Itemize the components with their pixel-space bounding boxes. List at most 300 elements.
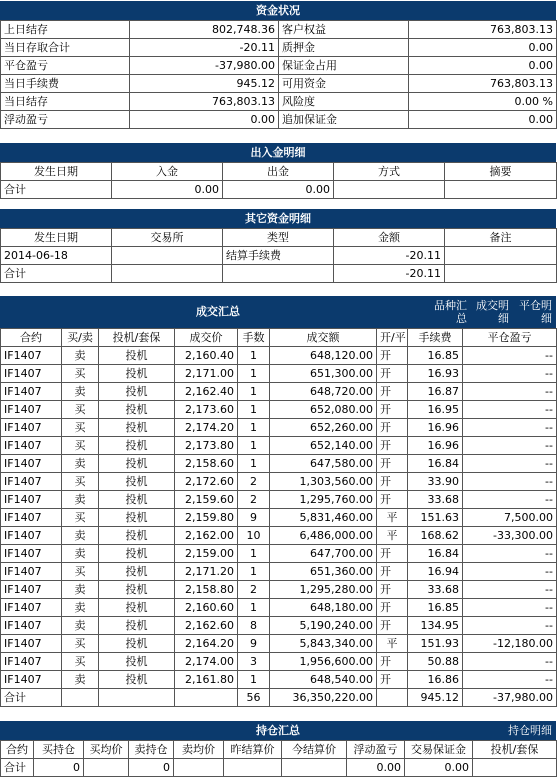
- trade-cell-close-pnl: -12,180.00: [463, 635, 557, 653]
- other-total-note: [445, 265, 557, 283]
- trade-cell-close-pnl: --: [463, 437, 557, 455]
- trade-cell-open-close: 开: [377, 473, 408, 491]
- trade-cell-side: 买: [62, 563, 99, 581]
- table-row: [1, 419, 557, 437]
- trade-cell-lots: 1: [238, 455, 270, 473]
- trade-cell-turnover: 648,720.00: [270, 383, 377, 401]
- inout-total-summary: [445, 181, 557, 199]
- trade-cell-price: 2,158.60: [175, 455, 238, 473]
- trades-total-spec-hedge: [99, 689, 175, 707]
- trade-cell-price: 2,159.60: [175, 491, 238, 509]
- trade-cell-price: 2,173.80: [175, 437, 238, 455]
- trades-table: [0, 328, 557, 707]
- trade-cell-fee: 16.84: [408, 455, 463, 473]
- trade-cell-side: 卖: [62, 383, 99, 401]
- trade-cell-open-close: 开: [377, 545, 408, 563]
- table-row: [1, 653, 557, 671]
- trade-cell-open-close: 开: [377, 365, 408, 383]
- other-row-type: 结算手续费: [223, 247, 334, 265]
- table-row: [1, 509, 557, 527]
- funds-row: [1, 111, 557, 129]
- trades-title: 成交汇总: [196, 305, 240, 318]
- table-row: [1, 545, 557, 563]
- other-header-row: [1, 229, 557, 247]
- trade-cell-close-pnl: --: [463, 365, 557, 383]
- other-total-type: [223, 265, 334, 283]
- positions-section: [0, 721, 556, 777]
- positions-total-spec-hedge: [473, 759, 557, 777]
- trade-cell-lots: 9: [238, 635, 270, 653]
- link-variety-summary[interactable]: 品种汇总: [434, 299, 467, 325]
- inout-total-label: 合计: [1, 181, 112, 199]
- positions-total-sell-pos: 0: [129, 759, 174, 777]
- trades-header-lots: 手数: [238, 329, 270, 347]
- trade-cell-spec-hedge: 投机: [99, 383, 175, 401]
- inout-header-out: 出金: [223, 163, 334, 181]
- trades-section: [0, 296, 556, 707]
- trade-cell-contract: IF1407: [1, 617, 62, 635]
- trade-cell-open-close: 开: [377, 581, 408, 599]
- trades-header-open-close: 开/平: [377, 329, 408, 347]
- trade-cell-spec-hedge: 投机: [99, 455, 175, 473]
- trade-cell-turnover: 652,140.00: [270, 437, 377, 455]
- trade-cell-contract: IF1407: [1, 599, 62, 617]
- other-header-type: 类型: [223, 229, 334, 247]
- trade-cell-close-pnl: --: [463, 383, 557, 401]
- trades-header-price: 成交价: [175, 329, 238, 347]
- funds-label-right: 保证金占用: [279, 57, 409, 75]
- trade-cell-close-pnl: --: [463, 617, 557, 635]
- trade-cell-spec-hedge: 投机: [99, 347, 175, 365]
- table-row: [1, 563, 557, 581]
- positions-total-prev-settle: [224, 759, 282, 777]
- funds-label-right: 质押金: [279, 39, 409, 57]
- trade-cell-contract: IF1407: [1, 383, 62, 401]
- trade-cell-lots: 1: [238, 437, 270, 455]
- trades-header-bar: [0, 296, 556, 328]
- table-row: [1, 473, 557, 491]
- funds-label-right: 追加保证金: [279, 111, 409, 129]
- trade-cell-contract: IF1407: [1, 653, 62, 671]
- inout-header-date: 发生日期: [1, 163, 112, 181]
- positions-header-prev-settle: 昨结算价: [224, 741, 282, 759]
- trade-cell-price: 2,161.80: [175, 671, 238, 689]
- trade-cell-close-pnl: -33,300.00: [463, 527, 557, 545]
- trade-cell-spec-hedge: 投机: [99, 563, 175, 581]
- trade-cell-lots: 1: [238, 599, 270, 617]
- inout-header-method: 方式: [334, 163, 445, 181]
- link-close-detail[interactable]: 平仓明细: [519, 299, 552, 325]
- trade-cell-fee: 168.62: [408, 527, 463, 545]
- trade-cell-close-pnl: 7,500.00: [463, 509, 557, 527]
- funds-label-right: 客户权益: [279, 21, 409, 39]
- trade-cell-turnover: 5,190,240.00: [270, 617, 377, 635]
- trade-cell-open-close: 平: [377, 635, 408, 653]
- trades-header-contract: 合约: [1, 329, 62, 347]
- funds-value-left: -20.11: [130, 39, 279, 57]
- trade-cell-open-close: 开: [377, 347, 408, 365]
- trade-cell-turnover: 648,180.00: [270, 599, 377, 617]
- trades-total-row: [1, 689, 557, 707]
- trades-total-side: [62, 689, 99, 707]
- trade-cell-side: 卖: [62, 527, 99, 545]
- positions-header-buy-pos: 买持仓: [34, 741, 84, 759]
- trade-cell-side: 买: [62, 473, 99, 491]
- trade-cell-side: 买: [62, 419, 99, 437]
- table-row: [1, 599, 557, 617]
- trade-cell-close-pnl: --: [463, 653, 557, 671]
- trade-cell-price: 2,171.20: [175, 563, 238, 581]
- trade-cell-open-close: 开: [377, 455, 408, 473]
- trade-cell-contract: IF1407: [1, 563, 62, 581]
- trade-cell-fee: 16.94: [408, 563, 463, 581]
- trade-cell-spec-hedge: 投机: [99, 653, 175, 671]
- positions-total-margin: 0.00: [405, 759, 473, 777]
- funds-value-left: 945.12: [130, 75, 279, 93]
- funds-value-right: 763,803.13: [409, 21, 557, 39]
- other-header-amount: 金额: [334, 229, 445, 247]
- trade-cell-price: 2,160.40: [175, 347, 238, 365]
- trades-header-side: 买/卖: [62, 329, 99, 347]
- funds-label-left: 平仓盈亏: [1, 57, 130, 75]
- funds-label-left: 当日结存: [1, 93, 130, 111]
- trade-cell-contract: IF1407: [1, 527, 62, 545]
- trade-cell-side: 卖: [62, 599, 99, 617]
- table-row: [1, 617, 557, 635]
- funds-row: [1, 21, 557, 39]
- funds-value-right: 763,803.13: [409, 75, 557, 93]
- funds-label-right: 可用资金: [279, 75, 409, 93]
- trade-cell-spec-hedge: 投机: [99, 635, 175, 653]
- funds-label-left: 当日存取合计: [1, 39, 130, 57]
- trade-cell-lots: 2: [238, 581, 270, 599]
- trade-cell-close-pnl: --: [463, 419, 557, 437]
- positions-total-sell-avg: [174, 759, 224, 777]
- positions-table: [0, 740, 557, 777]
- trades-total-lots: 56: [238, 689, 270, 707]
- funds-row: [1, 39, 557, 57]
- trade-cell-side: 卖: [62, 671, 99, 689]
- trades-header-turnover: 成交额: [270, 329, 377, 347]
- trade-cell-contract: IF1407: [1, 545, 62, 563]
- positions-header-sell-pos: 卖持仓: [129, 741, 174, 759]
- trade-cell-contract: IF1407: [1, 365, 62, 383]
- funds-value-right: 0.00: [409, 111, 557, 129]
- funds-title: 资金状况: [0, 1, 556, 20]
- trade-cell-price: 2,174.20: [175, 419, 238, 437]
- trade-cell-spec-hedge: 投机: [99, 509, 175, 527]
- trade-cell-turnover: 1,303,560.00: [270, 473, 377, 491]
- trade-cell-fee: 33.90: [408, 473, 463, 491]
- funds-value-right: 0.00 %: [409, 93, 557, 111]
- trade-cell-turnover: 648,540.00: [270, 671, 377, 689]
- other-row: [1, 247, 557, 265]
- trade-cell-turnover: 1,956,600.00: [270, 653, 377, 671]
- trade-cell-open-close: 开: [377, 653, 408, 671]
- trade-cell-lots: 10: [238, 527, 270, 545]
- trade-cell-turnover: 651,360.00: [270, 563, 377, 581]
- trade-cell-fee: 33.68: [408, 581, 463, 599]
- funds-label-left: 上日结存: [1, 21, 130, 39]
- trades-header-fee: 手续费: [408, 329, 463, 347]
- trades-total-close-pnl: -37,980.00: [463, 689, 557, 707]
- trade-cell-spec-hedge: 投机: [99, 671, 175, 689]
- positions-header-contract: 合约: [1, 741, 34, 759]
- funds-value-left: 0.00: [130, 111, 279, 129]
- positions-header-today-settle: 今结算价: [282, 741, 347, 759]
- trade-cell-fee: 16.95: [408, 401, 463, 419]
- positions-header-row: [1, 741, 557, 759]
- trades-total-price: [175, 689, 238, 707]
- inout-header-row: [1, 163, 557, 181]
- trade-cell-open-close: 开: [377, 617, 408, 635]
- trade-cell-side: 卖: [62, 581, 99, 599]
- trade-cell-spec-hedge: 投机: [99, 365, 175, 383]
- other-title: 其它资金明细: [0, 209, 556, 228]
- trade-cell-close-pnl: --: [463, 545, 557, 563]
- positions-total-row: [1, 759, 557, 777]
- positions-total-buy-avg: [84, 759, 129, 777]
- trade-cell-open-close: 开: [377, 599, 408, 617]
- trade-cell-close-pnl: --: [463, 347, 557, 365]
- trade-cell-open-close: 开: [377, 491, 408, 509]
- trade-cell-fee: 16.96: [408, 437, 463, 455]
- trade-cell-spec-hedge: 投机: [99, 581, 175, 599]
- trade-cell-turnover: 647,700.00: [270, 545, 377, 563]
- funds-value-left: 802,748.36: [130, 21, 279, 39]
- trade-cell-side: 卖: [62, 455, 99, 473]
- positions-total-today-settle: [282, 759, 347, 777]
- inout-header-in: 入金: [112, 163, 223, 181]
- trade-cell-turnover: 648,120.00: [270, 347, 377, 365]
- trade-cell-lots: 1: [238, 563, 270, 581]
- trade-cell-spec-hedge: 投机: [99, 545, 175, 563]
- trade-cell-side: 卖: [62, 545, 99, 563]
- table-row: [1, 437, 557, 455]
- trade-cell-turnover: 5,831,460.00: [270, 509, 377, 527]
- trade-cell-price: 2,162.00: [175, 527, 238, 545]
- funds-label-left: 当日手续费: [1, 75, 130, 93]
- other-total-exchange: [112, 265, 223, 283]
- trade-cell-open-close: 开: [377, 401, 408, 419]
- trade-cell-close-pnl: --: [463, 563, 557, 581]
- trade-cell-spec-hedge: 投机: [99, 599, 175, 617]
- other-header-date: 发生日期: [1, 229, 112, 247]
- inout-section: [0, 143, 556, 199]
- trade-cell-lots: 1: [238, 347, 270, 365]
- trade-cell-contract: IF1407: [1, 437, 62, 455]
- trade-cell-side: 买: [62, 653, 99, 671]
- inout-header-summary: 摘要: [445, 163, 557, 181]
- trade-cell-turnover: 652,260.00: [270, 419, 377, 437]
- trade-cell-close-pnl: --: [463, 581, 557, 599]
- trade-cell-fee: 16.85: [408, 347, 463, 365]
- trade-cell-spec-hedge: 投机: [99, 527, 175, 545]
- trade-cell-lots: 2: [238, 491, 270, 509]
- trade-cell-fee: 16.86: [408, 671, 463, 689]
- table-row: [1, 383, 557, 401]
- trade-cell-fee: 151.93: [408, 635, 463, 653]
- table-row: [1, 527, 557, 545]
- trades-header-row: [1, 329, 557, 347]
- funds-value-right: 0.00: [409, 39, 557, 57]
- table-row: [1, 401, 557, 419]
- table-row: [1, 671, 557, 689]
- trade-cell-open-close: 平: [377, 509, 408, 527]
- funds-row: [1, 75, 557, 93]
- trade-cell-contract: IF1407: [1, 491, 62, 509]
- trade-cell-side: 买: [62, 365, 99, 383]
- trade-cell-price: 2,174.00: [175, 653, 238, 671]
- trade-cell-open-close: 开: [377, 419, 408, 437]
- other-header-note: 备注: [445, 229, 557, 247]
- trade-cell-lots: 2: [238, 473, 270, 491]
- other-total-row: [1, 265, 557, 283]
- trade-cell-contract: IF1407: [1, 473, 62, 491]
- positions-total-float-pnl: 0.00: [347, 759, 405, 777]
- trade-cell-price: 2,159.80: [175, 509, 238, 527]
- funds-row: [1, 93, 557, 111]
- trade-cell-fee: 16.93: [408, 365, 463, 383]
- trade-cell-spec-hedge: 投机: [99, 401, 175, 419]
- trade-cell-close-pnl: --: [463, 455, 557, 473]
- trade-cell-side: 买: [62, 509, 99, 527]
- trade-cell-price: 2,162.40: [175, 383, 238, 401]
- inout-total-out: 0.00: [223, 181, 334, 199]
- trade-cell-open-close: 开: [377, 437, 408, 455]
- link-trade-detail[interactable]: 成交明细: [476, 299, 509, 325]
- positions-header-float-pnl: 浮动盈亏: [347, 741, 405, 759]
- trade-cell-price: 2,172.60: [175, 473, 238, 491]
- trade-cell-price: 2,173.60: [175, 401, 238, 419]
- other-section: [0, 209, 556, 283]
- trade-cell-price: 2,164.20: [175, 635, 238, 653]
- table-row: [1, 365, 557, 383]
- other-row-note: [445, 247, 557, 265]
- table-row: [1, 455, 557, 473]
- other-total-amount: -20.11: [334, 265, 445, 283]
- funds-value-left: 763,803.13: [130, 93, 279, 111]
- funds-row: [1, 57, 557, 75]
- trade-cell-turnover: 6,486,000.00: [270, 527, 377, 545]
- trade-cell-close-pnl: --: [463, 473, 557, 491]
- trade-cell-close-pnl: --: [463, 401, 557, 419]
- trade-cell-contract: IF1407: [1, 347, 62, 365]
- other-row-exchange: [112, 247, 223, 265]
- positions-header-spec-hedge: 投机/套保: [473, 741, 557, 759]
- trade-cell-spec-hedge: 投机: [99, 419, 175, 437]
- trade-cell-turnover: 651,300.00: [270, 365, 377, 383]
- trade-cell-turnover: 1,295,280.00: [270, 581, 377, 599]
- trade-cell-fee: 134.95: [408, 617, 463, 635]
- trade-cell-price: 2,158.80: [175, 581, 238, 599]
- funds-value-right: 0.00: [409, 57, 557, 75]
- trade-cell-turnover: 5,843,340.00: [270, 635, 377, 653]
- trade-cell-open-close: 开: [377, 383, 408, 401]
- positions-total-buy-pos: 0: [34, 759, 84, 777]
- trade-cell-side: 卖: [62, 617, 99, 635]
- trade-cell-close-pnl: --: [463, 671, 557, 689]
- positions-header-bar: [0, 721, 556, 740]
- table-row: [1, 581, 557, 599]
- trade-cell-lots: 1: [238, 383, 270, 401]
- table-row: [1, 347, 557, 365]
- other-row-amount: -20.11: [334, 247, 445, 265]
- funds-value-left: -37,980.00: [130, 57, 279, 75]
- trade-cell-open-close: 开: [377, 563, 408, 581]
- trade-cell-lots: 3: [238, 653, 270, 671]
- trade-cell-lots: 1: [238, 401, 270, 419]
- trade-cell-close-pnl: --: [463, 491, 557, 509]
- trade-cell-side: 买: [62, 401, 99, 419]
- inout-table: [0, 162, 557, 199]
- funds-label-right: 风险度: [279, 93, 409, 111]
- trade-cell-contract: IF1407: [1, 401, 62, 419]
- trade-cell-lots: 1: [238, 419, 270, 437]
- trade-cell-fee: 151.63: [408, 509, 463, 527]
- trade-cell-contract: IF1407: [1, 419, 62, 437]
- trade-cell-price: 2,171.00: [175, 365, 238, 383]
- trade-cell-lots: 8: [238, 617, 270, 635]
- trade-cell-spec-hedge: 投机: [99, 617, 175, 635]
- other-table: [0, 228, 557, 283]
- link-position-detail[interactable]: 持仓明细: [508, 724, 552, 737]
- trade-cell-fee: 50.88: [408, 653, 463, 671]
- positions-total-contract: 合计: [1, 759, 34, 777]
- trade-cell-side: 买: [62, 635, 99, 653]
- trade-cell-fee: 16.84: [408, 545, 463, 563]
- trade-cell-price: 2,162.60: [175, 617, 238, 635]
- trade-cell-fee: 33.68: [408, 491, 463, 509]
- inout-title: 出入金明细: [0, 143, 556, 162]
- trades-total-turnover: 36,350,220.00: [270, 689, 377, 707]
- trade-cell-side: 买: [62, 437, 99, 455]
- inout-total-row: [1, 181, 557, 199]
- trade-cell-spec-hedge: 投机: [99, 473, 175, 491]
- trade-cell-turnover: 1,295,760.00: [270, 491, 377, 509]
- trade-cell-turnover: 647,580.00: [270, 455, 377, 473]
- trade-cell-open-close: 开: [377, 671, 408, 689]
- trades-total-open-close: [377, 689, 408, 707]
- trade-cell-fee: 16.85: [408, 599, 463, 617]
- trade-cell-lots: 1: [238, 365, 270, 383]
- table-row: [1, 635, 557, 653]
- positions-header-margin: 交易保证金: [405, 741, 473, 759]
- trade-cell-contract: IF1407: [1, 635, 62, 653]
- other-total-label: 合计: [1, 265, 112, 283]
- positions-title: 持仓汇总: [256, 724, 300, 737]
- trade-cell-turnover: 652,080.00: [270, 401, 377, 419]
- inout-total-in: 0.00: [112, 181, 223, 199]
- trade-cell-spec-hedge: 投机: [99, 437, 175, 455]
- trade-cell-fee: 16.87: [408, 383, 463, 401]
- funds-table: [0, 20, 557, 129]
- trades-total-fee: 945.12: [408, 689, 463, 707]
- trades-total-contract: 合计: [1, 689, 62, 707]
- trade-cell-contract: IF1407: [1, 671, 62, 689]
- trade-cell-close-pnl: --: [463, 599, 557, 617]
- table-row: [1, 491, 557, 509]
- trade-cell-lots: 1: [238, 545, 270, 563]
- trade-cell-contract: IF1407: [1, 581, 62, 599]
- other-header-exchange: 交易所: [112, 229, 223, 247]
- trades-header-spec-hedge: 投机/套保: [99, 329, 175, 347]
- trade-cell-side: 卖: [62, 347, 99, 365]
- trade-cell-fee: 16.96: [408, 419, 463, 437]
- trade-cell-price: 2,159.00: [175, 545, 238, 563]
- trade-cell-spec-hedge: 投机: [99, 491, 175, 509]
- trade-cell-price: 2,160.60: [175, 599, 238, 617]
